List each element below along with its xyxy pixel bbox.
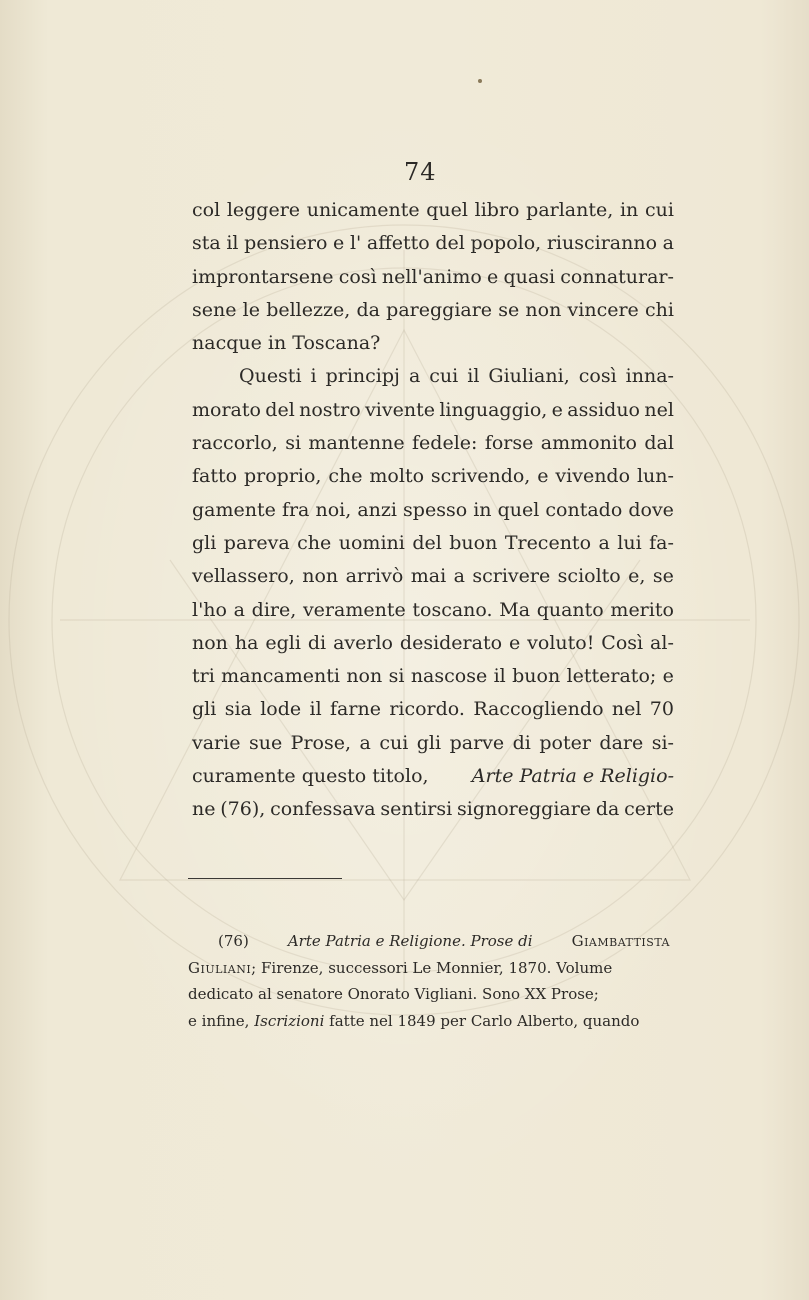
word: che	[297, 531, 332, 554]
line18-text: curamente questo titolo,	[192, 765, 429, 788]
word: buon	[512, 665, 561, 688]
word: letterato;	[566, 665, 657, 688]
page-number: 74	[404, 158, 437, 186]
word: non	[525, 298, 562, 321]
word: sciolto	[557, 565, 621, 588]
footnote	[188, 928, 670, 1030]
word: del	[412, 531, 442, 554]
text-line-18	[192, 760, 674, 793]
word: nel	[644, 398, 674, 421]
word: da	[595, 798, 620, 821]
word: confessava	[270, 798, 376, 821]
word: dire,	[251, 598, 297, 621]
text-line-15	[192, 660, 674, 693]
word: riusciranno	[546, 232, 658, 255]
word: ne	[192, 798, 216, 821]
word: scrivendo,	[430, 465, 531, 488]
word: pareva	[223, 531, 290, 554]
word: spesso	[403, 498, 468, 521]
word: anzi	[357, 498, 397, 521]
word: e	[487, 265, 499, 288]
word: del	[265, 398, 295, 421]
word: sentirsi	[380, 798, 453, 821]
word: veramente	[302, 598, 406, 621]
word: principj	[325, 365, 400, 388]
text-line-16	[192, 693, 674, 726]
word: poter	[539, 731, 591, 754]
word: e	[662, 665, 674, 688]
word: al-	[650, 631, 674, 654]
word: uomini	[338, 531, 405, 554]
footnote-author-first: Giambattista	[571, 932, 670, 950]
text-line-3	[192, 261, 674, 294]
word: lode	[260, 698, 302, 721]
text-line-8	[192, 427, 674, 460]
word: Ma	[499, 598, 531, 621]
body-text	[192, 194, 674, 827]
word: Giuliani,	[488, 365, 570, 388]
word: averlo	[333, 631, 393, 654]
word: fatto	[192, 465, 238, 488]
word: se	[498, 298, 520, 321]
word: leggere	[226, 199, 301, 221]
word: il	[309, 698, 322, 721]
word: ammonito	[540, 432, 637, 455]
word: molto	[369, 465, 425, 488]
word: affetto	[366, 232, 430, 255]
word: scrivere	[472, 565, 551, 588]
word: di	[307, 631, 327, 654]
word: lun-	[636, 465, 674, 488]
word: pensiero	[244, 232, 328, 255]
footnote-author-last: Giuliani	[188, 958, 252, 977]
word: toscano.	[412, 598, 493, 621]
footnote-marker: (76)	[218, 932, 249, 950]
word: farne	[330, 698, 381, 721]
word: parve	[449, 731, 505, 754]
word: arrivò	[345, 565, 404, 588]
word: l'ho	[192, 598, 227, 621]
word: gli	[192, 698, 217, 721]
word: dove	[628, 498, 674, 521]
word: non	[192, 631, 228, 654]
footnote-publisher: ; Firenze, successori Le Monnier, 1870. Volume	[251, 958, 613, 977]
word: nascose	[410, 665, 488, 688]
word: il	[493, 665, 506, 688]
word: proprio,	[243, 465, 322, 488]
word: chi	[644, 298, 674, 321]
word: assiduo	[567, 398, 640, 421]
word: mai	[410, 565, 447, 588]
word: cui	[429, 365, 459, 388]
word: dal	[644, 432, 674, 455]
word: raccorlo,	[192, 432, 278, 455]
word: fra	[281, 498, 310, 521]
text-line-13	[192, 594, 674, 627]
word: vellassero,	[192, 565, 295, 588]
word: cui	[379, 731, 409, 754]
text-line-17	[192, 727, 674, 760]
word: voluto!	[527, 631, 595, 654]
word: e	[333, 232, 345, 255]
word: merito	[610, 598, 674, 621]
word: Prose,	[290, 731, 352, 754]
footnote-line-1b	[188, 955, 670, 982]
text-line-10	[192, 494, 674, 527]
word: libro	[474, 199, 520, 221]
word: quasi	[503, 265, 556, 288]
word: i	[310, 365, 317, 388]
word: gli	[192, 531, 217, 554]
word: così	[338, 265, 377, 288]
word: a	[453, 565, 465, 588]
word: gamente	[192, 498, 276, 521]
word: a	[359, 731, 371, 754]
word: ha	[234, 631, 259, 654]
word: col	[192, 199, 221, 221]
word: a	[662, 232, 674, 255]
footnote-iscrizioni: Iscrizioni	[254, 1011, 325, 1030]
word: cui	[644, 199, 674, 221]
word: non	[346, 665, 383, 688]
word: nel	[611, 698, 642, 721]
text-line-2	[192, 227, 674, 260]
word: parlante,	[526, 199, 614, 221]
word: vivendo	[555, 465, 631, 488]
word: forse	[484, 432, 534, 455]
word: tri	[192, 665, 215, 688]
ink-dot	[478, 79, 482, 83]
word: quel	[497, 498, 540, 521]
word: Questi	[239, 365, 302, 388]
footnote-continuation	[188, 955, 670, 1035]
footnote-line-1a	[218, 928, 670, 955]
word: a	[233, 598, 245, 621]
text-line-12	[192, 560, 674, 593]
word: Così	[601, 631, 644, 654]
footnote-line-3	[188, 1008, 670, 1035]
text-line-7	[192, 394, 674, 427]
word: fedele:	[412, 432, 478, 455]
word: si-	[651, 731, 674, 754]
word: Raccogliendo	[473, 698, 604, 721]
word: nell'animo	[381, 265, 482, 288]
word: e,	[628, 565, 646, 588]
word: il	[467, 365, 480, 388]
word: lui	[617, 531, 642, 554]
word: inna-	[625, 365, 674, 388]
footnote-title: Arte Patria e Religione. Prose di	[287, 932, 533, 950]
word: 70	[649, 698, 674, 721]
word: così	[578, 365, 617, 388]
word: non	[302, 565, 339, 588]
word: l'	[349, 232, 362, 255]
word: noi,	[315, 498, 352, 521]
word: in	[473, 498, 492, 521]
word: improntarsene	[192, 265, 334, 288]
word: Trecento	[504, 531, 592, 554]
word: a	[598, 531, 610, 554]
word: e	[508, 631, 521, 654]
footnote-line3-row	[188, 1008, 639, 1035]
text-line-1	[192, 194, 674, 227]
word: da	[356, 298, 380, 321]
word: si	[388, 665, 405, 688]
word: varie	[192, 731, 241, 754]
word: certe	[624, 798, 674, 821]
word: mantenne	[308, 432, 405, 455]
word: contado	[545, 498, 623, 521]
text-line-19	[192, 793, 674, 826]
word: desiderato	[399, 631, 503, 654]
word: si	[285, 432, 302, 455]
word: del	[435, 232, 465, 255]
text-line-14	[192, 627, 674, 660]
word: pareggiare	[386, 298, 493, 321]
word: in	[619, 199, 639, 221]
footnote-line3-post: fatte nel 1849 per Carlo Alberto, quando	[329, 1011, 640, 1030]
word: popolo,	[470, 232, 542, 255]
word: le	[242, 298, 260, 321]
footnote-line1-row	[188, 955, 612, 982]
word: fa-	[649, 531, 674, 554]
text-line-5: nacque in Toscana?	[192, 332, 381, 355]
word: signoreggiare	[457, 798, 592, 821]
word: nostro	[299, 398, 361, 421]
word: il	[226, 232, 239, 255]
footnote-line3-pre: e infine,	[188, 1011, 250, 1030]
word: mancamenti	[221, 665, 340, 688]
word: di	[512, 731, 531, 754]
word: e	[551, 398, 563, 421]
word: linguaggio,	[439, 398, 548, 421]
word: (76),	[220, 798, 266, 821]
word: buon	[449, 531, 498, 554]
word: unicamente	[306, 199, 420, 221]
word: sia	[224, 698, 252, 721]
word: dare	[599, 731, 644, 754]
book-title-italic: Arte Patria e Religio-	[471, 765, 674, 788]
text-line-11	[192, 527, 674, 560]
word: se	[652, 565, 674, 588]
footnote-line-2: dedicato al senatore Onorato Vigliani. Sono XX Prose;	[188, 985, 599, 1003]
text-line-9	[192, 460, 674, 493]
word: ricordo.	[389, 698, 465, 721]
text-line-6	[192, 360, 674, 393]
word: sue	[248, 731, 283, 754]
word: sta	[192, 232, 221, 255]
word: egli	[265, 631, 301, 654]
word: quel	[426, 199, 468, 221]
word: connaturar-	[560, 265, 674, 288]
word: vincere	[567, 298, 639, 321]
word: sene	[192, 298, 237, 321]
word: vivente	[365, 398, 435, 421]
word: a	[408, 365, 421, 388]
word: e	[537, 465, 549, 488]
word: bellezze,	[266, 298, 351, 321]
word: morato	[192, 398, 261, 421]
word: gli	[416, 731, 442, 754]
footnote-divider	[188, 878, 342, 879]
text-line-4	[192, 294, 674, 327]
word: quanto	[536, 598, 604, 621]
word: che	[328, 465, 363, 488]
